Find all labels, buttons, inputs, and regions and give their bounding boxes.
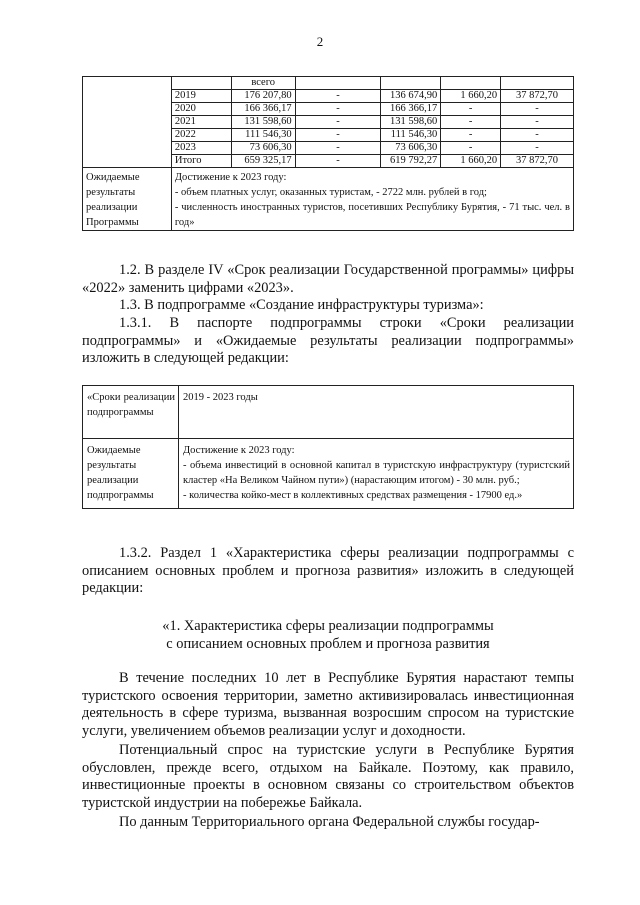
results-line: - численность иностранных туристов, посетивших Республику Бурятия, - 71 тыс. чел. в год» [174, 202, 570, 228]
subprogram-passport-table [82, 385, 574, 509]
table-cell: всего [231, 77, 295, 90]
table-row [83, 386, 574, 439]
paragraph-1-2: 1.2. В разделе IV «Срок реализации Государственной программы» цифры «2022» заменить цифрами «2023». [82, 262, 574, 296]
table-cell: 111 546,30 [231, 129, 295, 142]
table-cell-year: 2020 [171, 103, 231, 116]
expected-results-text [179, 439, 574, 509]
table-cell: 166 366,17 [381, 103, 441, 116]
paragraph-1-3-2: 1.3.2. Раздел 1 «Характеристика сферы реализации подпрограммы с описанием основных проблем и прогноза развития» изложить в следующей редакции: [82, 545, 574, 597]
table-cell: - [501, 116, 574, 129]
results-line: - объема инвестиций в основной капитал в туристскую инфраструктуру (туристский кластер «На Великом Чайном пути») (нарастающим итогом) - 30 млн. руб.; [183, 460, 570, 486]
table-cell: 131 598,60 [381, 116, 441, 129]
table-cell: 136 674,90 [381, 90, 441, 103]
table-row [83, 439, 574, 509]
table-cell: - [441, 116, 501, 129]
term-label: «Сроки реализации подпрограммы [83, 386, 179, 439]
table-cell: - [501, 129, 574, 142]
table-cell: 1 660,20 [441, 155, 501, 168]
table-cell: - [295, 129, 381, 142]
table-cell-year: 2023 [171, 142, 231, 155]
results-line: Достижение к 2023 году: [174, 172, 287, 183]
table-cell: 619 792,27 [381, 155, 441, 168]
table-cell: 659 325,17 [231, 155, 295, 168]
table-row [83, 77, 574, 90]
table-cell: 176 207,80 [231, 90, 295, 103]
table-cell: - [295, 103, 381, 116]
expected-results-label: Ожидаемые результаты реализации подпрограммы [83, 439, 179, 509]
table-cell: - [501, 103, 574, 116]
page-number: 2 [316, 34, 324, 49]
financing-table [82, 76, 574, 231]
table-cell: 37 872,70 [501, 90, 574, 103]
body-paragraph: Потенциальный спрос на туристские услуги в Республике Бурятия обусловлен, прежде всего, отдыхом на Байкале. Поэтому, как правило, инвестиционные проекты в основном связаны со строительством объектов туристской индустрии на побережье Байкала. [82, 742, 574, 811]
table-cell: - [295, 142, 381, 155]
section-heading-line2: с описанием основных проблем и прогноза развития [166, 636, 490, 652]
table-cell-year: 2019 [171, 90, 231, 103]
table-row-results [83, 168, 574, 231]
paragraph-1-3-1: 1.3.1. В паспорте подпрограммы строки «Сроки реализации подпрограммы» и «Ожидаемые результаты реализации подпрограммы» изложить в следующей редакции: [82, 315, 574, 367]
results-line: Достижение к 2023 году: [183, 445, 295, 456]
table-cell: 73 606,30 [231, 142, 295, 155]
table-cell: - [295, 155, 381, 168]
table-cell: - [295, 90, 381, 103]
table-cell: 1 660,20 [441, 90, 501, 103]
results-label: Ожидаемые результаты реализации Программы [83, 168, 172, 231]
table-cell: 166 366,17 [231, 103, 295, 116]
table-cell: - [501, 142, 574, 155]
table-cell-empty [83, 77, 172, 168]
results-line: - объем платных услуг, оказанных туристам, - 2722 млн. рублей в год; [174, 187, 487, 198]
section-heading-line1: «1. Характеристика сферы реализации подпрограммы [162, 618, 494, 634]
body-paragraph: По данным Территориального органа Федеральной службы государ- [119, 814, 540, 830]
table-cell: 37 872,70 [501, 155, 574, 168]
body-paragraph: В течение последних 10 лет в Республике Бурятия нарастают темпы туристского освоения территории, заметно активизировалась инвестиционная деятельность в сфере туризма, вызванная возросшим спросом на туристские услуги, увеличением объемов реализации услуг и доходности. [82, 670, 574, 739]
paragraph-1-3: 1.3. В подпрограмме «Создание инфраструктуры туризма»: [119, 297, 484, 313]
table-cell: 73 606,30 [381, 142, 441, 155]
results-line: - количества койко-мест в коллективных средствах размещения - 17900 ед.» [183, 490, 523, 501]
table-cell: 111 546,30 [381, 129, 441, 142]
table-cell: - [441, 129, 501, 142]
table-cell-year: 2022 [171, 129, 231, 142]
table-cell: - [441, 103, 501, 116]
table-cell-total-label: Итого [171, 155, 231, 168]
term-value: 2019 - 2023 годы [179, 386, 574, 439]
table-cell: 131 598,60 [231, 116, 295, 129]
results-text [171, 168, 573, 231]
table-cell: - [295, 116, 381, 129]
table-cell-year: 2021 [171, 116, 231, 129]
table-cell: - [441, 142, 501, 155]
